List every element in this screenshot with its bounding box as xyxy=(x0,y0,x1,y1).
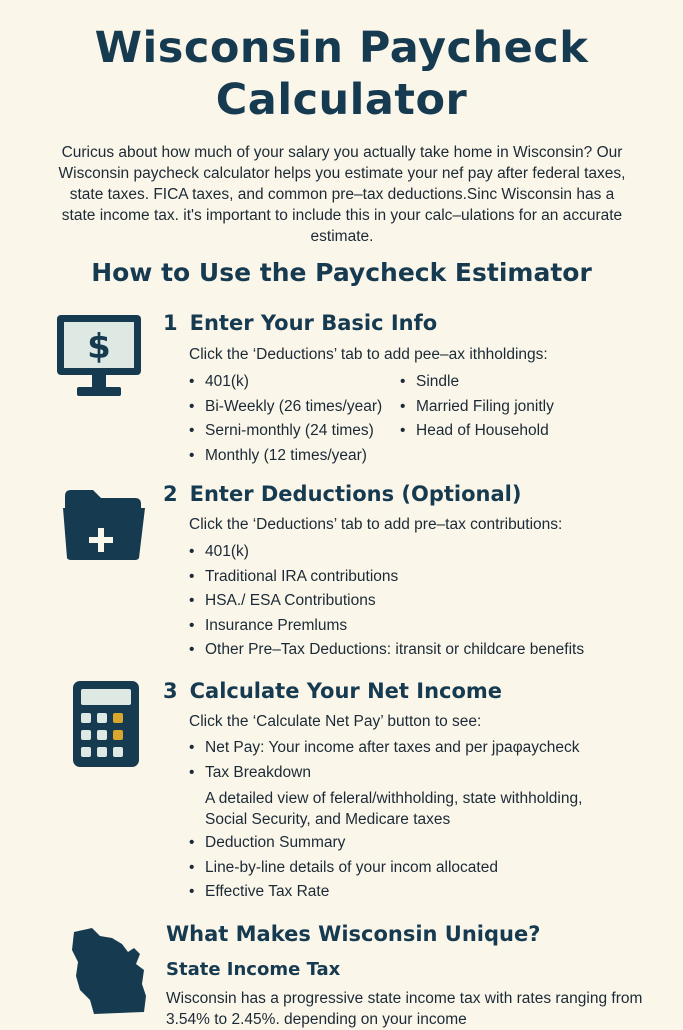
list-item: • Net Pay: Your income after taxes and per jpaφaycheck xyxy=(189,736,580,761)
monitor-dollar-icon xyxy=(55,313,145,404)
step2-number: 2 xyxy=(163,482,178,506)
step3-summary-list xyxy=(189,831,498,905)
step3-results-list xyxy=(189,736,580,785)
folder-plus-icon xyxy=(61,486,147,567)
step1-subtitle: Click the ‘Deductions’ tab to add pee–ax ithholdings: xyxy=(189,346,548,363)
step2-deductions-list xyxy=(189,540,584,663)
step2-title-text: Enter Deductions (Optional) xyxy=(189,482,522,506)
list-item: • Deduction Summary xyxy=(189,831,498,856)
step1-title xyxy=(163,311,437,335)
step2-title xyxy=(163,482,521,506)
tax-breakdown-description xyxy=(205,788,582,830)
wisconsin-map-icon xyxy=(70,928,152,1019)
step3-subtitle: Click the ‘Calculate Net Pay’ button to see: xyxy=(189,713,482,730)
list-item: • Traditional IRA contributions xyxy=(189,565,584,590)
list-item: • Married Filing jonitly xyxy=(400,395,554,420)
list-item: • Monthly (12 times/year) xyxy=(189,444,382,469)
list-item: • Head of Household xyxy=(400,419,554,444)
list-item: • Sindle xyxy=(400,370,554,395)
svg-text:$: $ xyxy=(87,327,111,367)
unique-heading: What Makes Wisconsin Unique? xyxy=(166,922,541,946)
step3-number: 3 xyxy=(163,679,178,703)
step1-filing-status-list xyxy=(400,370,554,444)
tax-breakdown-line2: Social Security, and Medicare taxes xyxy=(205,811,451,828)
list-item: • 401(k) xyxy=(189,370,382,395)
list-item: • Serni-monthly (24 times) xyxy=(189,419,382,444)
step1-pay-frequency-list xyxy=(189,370,382,468)
list-item: • Line-by-line details of your incom allocated xyxy=(189,856,498,881)
step2-subtitle: Click the ‘Deductions’ tab to add pre–tax contributions: xyxy=(189,516,563,533)
calculator-icon xyxy=(72,680,140,773)
list-item: • Other Pre–Tax Deductions: itransit or childcare benefits xyxy=(189,638,584,663)
intro-paragraph: Curicus about how much of your salary you actually take home in Wisconsin? Our Wisconsin paycheck calculator helps you estimate your nef pay after federal taxes, state taxes. FICA taxes, and common pre–tax deductions.Sinc Wisconsin has a state income tax. it's important to include this in your calc–ulations for an accurate estimate. xyxy=(58,144,626,245)
list-item: • HSA./ ESA Contributions xyxy=(189,589,584,614)
step1-number: 1 xyxy=(163,311,178,335)
step3-title-text: Calculate Your Net Income xyxy=(189,679,503,703)
state-income-tax-text: Wisconsin has a progressive state income tax with rates ranging from 3.54% to 2.45%. depending on your income xyxy=(166,990,643,1028)
list-item: • Bi-Weekly (26 times/year) xyxy=(189,395,382,420)
how-to-heading: How to Use the Paycheck Estimator xyxy=(91,258,592,287)
tax-breakdown-line1: A detailed view of feleral/withholding, state withholding, xyxy=(205,790,583,807)
page-title-line2: Calculator xyxy=(215,75,468,125)
list-item: • Effective Tax Rate xyxy=(189,880,498,905)
list-item: • 401(k) xyxy=(189,540,584,565)
list-item: • Tax Breakdown xyxy=(189,761,580,786)
page-title-line1: Wisconsin Paycheck xyxy=(94,23,589,73)
list-item: • Insurance Premlums xyxy=(189,614,584,639)
page-title xyxy=(0,22,683,126)
step3-title xyxy=(163,679,502,703)
state-income-tax-subheading: State Income Tax xyxy=(166,959,341,980)
step1-title-text: Enter Your Basic Info xyxy=(189,311,438,335)
